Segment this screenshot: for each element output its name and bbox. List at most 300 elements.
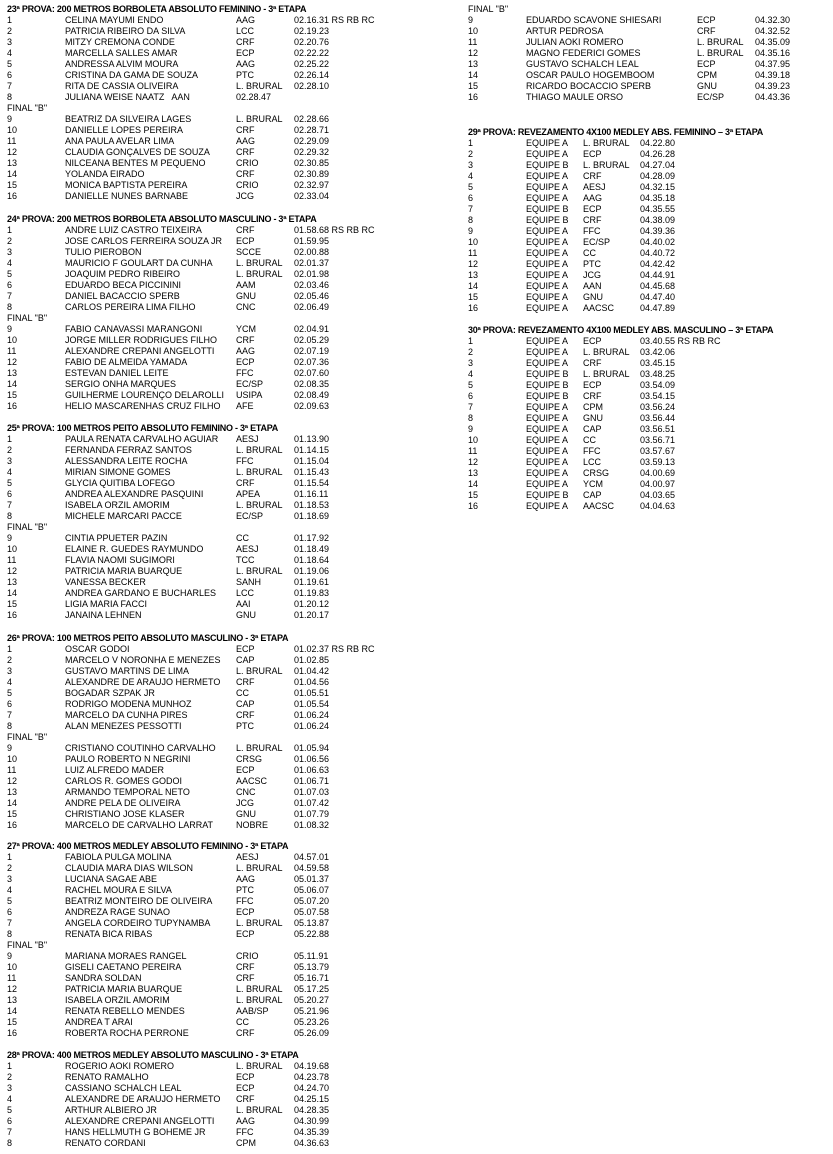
result-time: 04.39.23 bbox=[755, 81, 791, 91]
result-time: 01.15.04 bbox=[294, 456, 330, 466]
result-row bbox=[468, 413, 833, 424]
result-name: JANAINA LEHNEN bbox=[65, 610, 142, 620]
result-time: 04.35.09 bbox=[755, 37, 791, 47]
result-club: CNC bbox=[236, 302, 256, 312]
result-row bbox=[7, 158, 427, 169]
result-row bbox=[7, 434, 427, 445]
result-time: 02.04.91 bbox=[294, 324, 330, 334]
result-time: 02.07.36 bbox=[294, 357, 330, 367]
result-rank: 8 bbox=[7, 1138, 13, 1148]
result-row bbox=[7, 1028, 427, 1039]
result-rank: 7 bbox=[7, 81, 13, 91]
result-team: EQUIPE A bbox=[526, 435, 569, 445]
result-club: CRF bbox=[583, 358, 602, 368]
result-row bbox=[468, 92, 833, 103]
result-club: AAG bbox=[236, 346, 256, 356]
result-time: 01.05.54 bbox=[294, 699, 330, 709]
result-time: 04.45.68 bbox=[640, 281, 676, 291]
result-row bbox=[7, 544, 427, 555]
event-title: 25ª PROVA: 100 METROS PEITO ABSOLUTO FEMININO - 3ª ETAPA bbox=[7, 423, 279, 433]
result-rank: 16 bbox=[468, 501, 479, 511]
result-club: AESJ bbox=[236, 852, 259, 862]
result-row bbox=[7, 500, 427, 511]
result-time: 02.01.98 bbox=[294, 269, 330, 279]
result-team: EQUIPE A bbox=[526, 193, 569, 203]
result-rank: 7 bbox=[468, 402, 474, 412]
event-title: 23ª PROVA: 200 METROS BORBOLETA ABSOLUTO FEMININO - 3ª ETAPA bbox=[7, 4, 307, 14]
result-club: L. BRURAL bbox=[236, 918, 283, 928]
result-row bbox=[468, 149, 833, 160]
result-time: 01.14.15 bbox=[294, 445, 330, 455]
result-row bbox=[7, 258, 427, 269]
result-time: 04.32.30 bbox=[755, 15, 791, 25]
result-club: SCCE bbox=[236, 247, 262, 257]
result-rank: 9 bbox=[468, 226, 474, 236]
result-rank: 14 bbox=[468, 70, 479, 80]
result-club: AAG bbox=[236, 59, 256, 69]
result-club: CPM bbox=[697, 70, 717, 80]
result-club: CRSG bbox=[583, 468, 610, 478]
event-section bbox=[468, 325, 833, 512]
result-row bbox=[468, 237, 833, 248]
result-row bbox=[468, 479, 833, 490]
result-club: TCC bbox=[236, 555, 255, 565]
result-row bbox=[468, 369, 833, 380]
result-club: ECP bbox=[236, 357, 255, 367]
result-time: 01.18.64 bbox=[294, 555, 330, 565]
result-row bbox=[7, 225, 427, 236]
result-time: 04.36.63 bbox=[294, 1138, 330, 1148]
result-club: ECP bbox=[583, 380, 602, 390]
result-rank: 2 bbox=[468, 347, 474, 357]
result-rank: 14 bbox=[7, 169, 18, 179]
result-rank: 13 bbox=[468, 270, 479, 280]
result-club: ECP bbox=[583, 149, 602, 159]
result-rank: 12 bbox=[7, 147, 18, 157]
result-name: MICHELE MARCARI PACCE bbox=[65, 511, 182, 521]
result-time: 04.57.01 bbox=[294, 852, 330, 862]
result-name: RITA DE CASSIA OLIVEIRA bbox=[65, 81, 179, 91]
result-club: CC bbox=[236, 688, 249, 698]
result-club: AACSC bbox=[236, 776, 268, 786]
result-row bbox=[7, 577, 427, 588]
result-row bbox=[7, 688, 427, 699]
result-time: 02.05.29 bbox=[294, 335, 330, 345]
result-name: GUSTAVO SCHALCH LEAL bbox=[526, 59, 639, 69]
result-name: EDUARDO SCAVONE SHIESARI bbox=[526, 15, 662, 25]
result-rank: 2 bbox=[7, 863, 13, 873]
result-time: 03.54.15 bbox=[640, 391, 676, 401]
result-time: 02.08.35 bbox=[294, 379, 330, 389]
result-club: FFC bbox=[236, 896, 254, 906]
result-name: MARCELO DA CUNHA PIRES bbox=[65, 710, 188, 720]
result-time: 01.18.69 bbox=[294, 511, 330, 521]
result-time: 04.39.18 bbox=[755, 70, 791, 80]
result-club: L. BRURAL bbox=[236, 666, 283, 676]
result-name: HANS HELLMUTH G BOHEME JR bbox=[65, 1127, 206, 1137]
result-row bbox=[7, 776, 427, 787]
result-name: FERNANDA FERRAZ SANTOS bbox=[65, 445, 192, 455]
result-club: GNU bbox=[236, 291, 256, 301]
event-title: 27ª PROVA: 400 METROS MEDLEY ABSOLUTO FEMININO - 3ª ETAPA bbox=[7, 841, 289, 851]
result-rank: 11 bbox=[7, 765, 17, 775]
result-club: CRIO bbox=[236, 180, 259, 190]
result-name: ALEXANDRE CREPANI ANGELOTTI bbox=[65, 1116, 215, 1126]
result-name: ARTUR PEDROSA bbox=[526, 26, 604, 36]
result-rank: 12 bbox=[7, 357, 18, 367]
result-time: 04.35.55 bbox=[640, 204, 676, 214]
result-rank: 7 bbox=[7, 1127, 13, 1137]
result-rank: 15 bbox=[7, 599, 18, 609]
result-rank: 3 bbox=[7, 37, 13, 47]
result-time: 01.06.63 bbox=[294, 765, 330, 775]
result-club: L. BRURAL bbox=[583, 160, 630, 170]
result-row bbox=[7, 1083, 427, 1094]
result-team: EQUIPE A bbox=[526, 402, 569, 412]
result-row bbox=[7, 787, 427, 798]
result-row bbox=[7, 929, 427, 940]
result-club: CRF bbox=[236, 225, 255, 235]
result-rank: 4 bbox=[468, 369, 474, 379]
result-rank: 11 bbox=[7, 136, 17, 146]
result-time: 02.01.37 bbox=[294, 258, 330, 268]
result-club: AAG bbox=[236, 874, 256, 884]
result-name: BOGADAR SZPAK JR bbox=[65, 688, 155, 698]
result-time: 01.15.43 bbox=[294, 467, 330, 477]
result-row bbox=[7, 26, 427, 37]
result-name: PAULO ROBERTO N NEGRINI bbox=[65, 754, 191, 764]
result-row bbox=[7, 588, 427, 599]
result-name: ANDREA T ARAI bbox=[65, 1017, 133, 1027]
result-club: L. BRURAL bbox=[236, 743, 283, 753]
event-section bbox=[7, 423, 427, 621]
result-time: 04.00.69 bbox=[640, 468, 676, 478]
result-club: CC bbox=[583, 435, 596, 445]
result-rank: 10 bbox=[7, 962, 18, 972]
result-rank: 7 bbox=[468, 204, 474, 214]
result-time: 03.56.51 bbox=[640, 424, 676, 434]
result-name: DANIELLE LOPES PEREIRA bbox=[65, 125, 184, 135]
result-team: EQUIPE A bbox=[526, 182, 569, 192]
result-rank: 11 bbox=[468, 446, 478, 456]
result-rank: 5 bbox=[7, 688, 13, 698]
result-club: CRF bbox=[236, 1094, 255, 1104]
result-time: 04.00.97 bbox=[640, 479, 676, 489]
result-name: MAURICIO F GOULART DA CUNHA bbox=[65, 258, 213, 268]
result-name: ARTHUR ALBIERO JR bbox=[65, 1105, 157, 1115]
result-club: AAG bbox=[583, 193, 603, 203]
result-name: ISABELA ORZIL AMORIM bbox=[65, 500, 170, 510]
result-name: YOLANDA EIRADO bbox=[65, 169, 145, 179]
result-rank: 10 bbox=[7, 544, 18, 554]
result-name: GUILHERME LOURENÇO DELAROLLI bbox=[65, 390, 225, 400]
result-club: CAP bbox=[583, 490, 602, 500]
final-b-label: FINAL "B" bbox=[7, 103, 48, 113]
result-club: ECP bbox=[236, 929, 255, 939]
result-time: 02.09.63 bbox=[294, 401, 330, 411]
result-time: 02.28.66 bbox=[294, 114, 330, 124]
result-time: 01.06.56 bbox=[294, 754, 330, 764]
result-row bbox=[7, 710, 427, 721]
result-name: ANDREA GARDANO E BUCHARLES bbox=[65, 588, 217, 598]
result-club: AACSC bbox=[583, 303, 615, 313]
result-time: 04.39.36 bbox=[640, 226, 676, 236]
result-rank: 1 bbox=[7, 644, 13, 654]
result-name: MARCELO DE CARVALHO LARRAT bbox=[65, 820, 214, 830]
result-club: PTC bbox=[236, 721, 254, 731]
result-club: GNU bbox=[236, 809, 256, 819]
result-time: 01.19.06 bbox=[294, 566, 330, 576]
result-row bbox=[7, 247, 427, 258]
result-row bbox=[7, 191, 427, 202]
result-team: EQUIPE A bbox=[526, 270, 569, 280]
result-time: 02.33.04 bbox=[294, 191, 330, 201]
result-row bbox=[468, 215, 833, 226]
result-time: 01.06.24 bbox=[294, 710, 330, 720]
result-time: 02.28.71 bbox=[294, 125, 330, 135]
result-club: CC bbox=[236, 1017, 249, 1027]
result-time: 05.11.91 bbox=[294, 951, 329, 961]
result-row bbox=[7, 390, 427, 401]
result-club: CAP bbox=[236, 699, 255, 709]
result-club: AACSC bbox=[583, 501, 615, 511]
result-row bbox=[468, 501, 833, 512]
result-row bbox=[7, 37, 427, 48]
result-time: 04.47.89 bbox=[640, 303, 676, 313]
result-time: 01.15.54 bbox=[294, 478, 330, 488]
result-time: 01.07.03 bbox=[294, 787, 330, 797]
result-club: CPM bbox=[236, 1138, 256, 1148]
result-club: L. BRURAL bbox=[236, 258, 283, 268]
result-club: ECP bbox=[697, 59, 716, 69]
result-time: 02.30.89 bbox=[294, 169, 330, 179]
result-rank: 2 bbox=[7, 26, 13, 36]
result-club: GNU bbox=[697, 81, 717, 91]
result-time: 05.01.37 bbox=[294, 874, 330, 884]
result-name: FABIO DE ALMEIDA YAMADA bbox=[65, 357, 188, 367]
result-row bbox=[7, 1006, 427, 1017]
result-name: JULIANA WEISE NAATZ AAN bbox=[65, 92, 190, 102]
result-time: 01.04.56 bbox=[294, 677, 330, 687]
result-team: EQUIPE B bbox=[526, 369, 569, 379]
result-name: FLAVIA NAOMI SUGIMORI bbox=[65, 555, 175, 565]
result-time: 04.22.80 bbox=[640, 138, 676, 148]
result-row bbox=[468, 292, 833, 303]
result-name: CARLOS PEREIRA LIMA FILHO bbox=[65, 302, 196, 312]
result-name: LIGIA MARIA FACCI bbox=[65, 599, 148, 609]
result-row bbox=[7, 136, 427, 147]
result-name: LUIZ ALFREDO MADER bbox=[65, 765, 165, 775]
result-club: GNU bbox=[236, 610, 256, 620]
result-rank: 2 bbox=[7, 1072, 13, 1082]
result-row bbox=[7, 555, 427, 566]
result-rank: 1 bbox=[7, 15, 13, 25]
result-team: EQUIPE A bbox=[526, 237, 569, 247]
result-time: 04.04.63 bbox=[640, 501, 676, 511]
result-row bbox=[7, 984, 427, 995]
result-time: 02.16.31 RS RB RC bbox=[294, 15, 375, 25]
result-name: CHRISTIANO JOSE KLASER bbox=[65, 809, 185, 819]
result-time: 04.24.70 bbox=[294, 1083, 330, 1093]
result-rank: 1 bbox=[7, 434, 13, 444]
result-name: OSCAR GODOI bbox=[65, 644, 130, 654]
result-club: L. BRURAL bbox=[583, 369, 630, 379]
result-time: 04.32.15 bbox=[640, 182, 676, 192]
result-club: CRF bbox=[236, 37, 255, 47]
result-rank: 10 bbox=[7, 754, 18, 764]
result-row bbox=[7, 995, 427, 1006]
event-section bbox=[7, 841, 427, 1039]
result-club: CRF bbox=[236, 335, 255, 345]
event-section bbox=[468, 127, 833, 314]
result-name: MONICA BAPTISTA PEREIRA bbox=[65, 180, 188, 190]
result-name: ELAINE R. GUEDES RAYMUNDO bbox=[65, 544, 204, 554]
result-club: L. BRURAL bbox=[697, 37, 744, 47]
result-time: 01.58.68 RS RB RC bbox=[294, 225, 375, 235]
result-team: EQUIPE A bbox=[526, 347, 569, 357]
result-rank: 5 bbox=[7, 896, 13, 906]
result-time: 02.32.97 bbox=[294, 180, 330, 190]
result-row bbox=[7, 236, 427, 247]
result-rank: 9 bbox=[7, 324, 13, 334]
result-club: CRF bbox=[583, 215, 602, 225]
result-rank: 8 bbox=[468, 413, 474, 423]
result-rank: 3 bbox=[7, 666, 13, 676]
result-club: EC/SP bbox=[236, 511, 264, 521]
result-rank: 16 bbox=[468, 92, 479, 102]
result-row bbox=[7, 721, 427, 732]
result-time: 04.28.09 bbox=[640, 171, 676, 181]
result-row bbox=[7, 379, 427, 390]
result-name: DANIEL BACACCIO SPERB bbox=[65, 291, 180, 301]
result-rank: 3 bbox=[7, 874, 13, 884]
result-row bbox=[7, 302, 427, 313]
result-club: ECP bbox=[236, 765, 255, 775]
result-club: AESJ bbox=[236, 434, 259, 444]
result-name: ALEXANDRE DE ARAUJO HERMETO bbox=[65, 1094, 221, 1104]
result-rank: 4 bbox=[7, 467, 13, 477]
result-rank: 5 bbox=[7, 478, 13, 488]
result-team: EQUIPE A bbox=[526, 468, 569, 478]
result-time: 05.22.88 bbox=[294, 929, 330, 939]
result-rank: 9 bbox=[7, 951, 13, 961]
result-row bbox=[7, 478, 427, 489]
result-club: CRF bbox=[583, 391, 602, 401]
result-rank: 10 bbox=[7, 335, 18, 345]
result-time: 03.42.06 bbox=[640, 347, 676, 357]
result-time: 05.16.71 bbox=[294, 973, 330, 983]
result-rank: 13 bbox=[7, 368, 18, 378]
result-name: BEATRIZ DA SILVEIRA LAGES bbox=[65, 114, 192, 124]
result-club: L. BRURAL bbox=[236, 1061, 283, 1071]
result-rank: 3 bbox=[468, 160, 474, 170]
result-rank: 8 bbox=[468, 215, 474, 225]
result-club: L. BRURAL bbox=[236, 500, 283, 510]
result-time: 02.05.46 bbox=[294, 291, 330, 301]
result-club: CC bbox=[236, 533, 249, 543]
result-row bbox=[468, 446, 833, 457]
result-club: FFC bbox=[236, 1127, 254, 1137]
result-row bbox=[7, 599, 427, 610]
result-time: 01.08.32 bbox=[294, 820, 330, 830]
result-time: 02.26.14 bbox=[294, 70, 330, 80]
result-name: JOSE CARLOS FERREIRA SOUZA JR bbox=[65, 236, 223, 246]
result-team: EQUIPE A bbox=[526, 336, 569, 346]
result-row bbox=[468, 204, 833, 215]
result-club: YCM bbox=[236, 324, 256, 334]
result-name: ANGELA CORDEIRO TUPYNAMBA bbox=[65, 918, 211, 928]
result-club: EC/SP bbox=[583, 237, 611, 247]
result-rank: 15 bbox=[7, 809, 18, 819]
result-rank: 11 bbox=[468, 37, 478, 47]
result-rank: 9 bbox=[7, 743, 13, 753]
result-rank: 6 bbox=[7, 489, 13, 499]
result-rank: 1 bbox=[468, 336, 474, 346]
result-time: 05.13.79 bbox=[294, 962, 330, 972]
result-club: CRF bbox=[236, 677, 255, 687]
result-row bbox=[468, 347, 833, 358]
result-row bbox=[468, 435, 833, 446]
result-time: 03.59.13 bbox=[640, 457, 676, 467]
result-time: 02.03.46 bbox=[294, 280, 330, 290]
result-rank: 15 bbox=[468, 292, 479, 302]
result-rank: 4 bbox=[7, 1094, 13, 1104]
result-time: 01.19.83 bbox=[294, 588, 330, 598]
result-row bbox=[7, 357, 427, 368]
result-rank: 7 bbox=[7, 500, 13, 510]
result-name: GLYCIA QUITIBA LOFEGO bbox=[65, 478, 175, 488]
result-time: 05.23.26 bbox=[294, 1017, 330, 1027]
final-b-label: FINAL "B" bbox=[468, 4, 509, 14]
result-rank: 12 bbox=[7, 984, 18, 994]
result-row bbox=[7, 489, 427, 500]
result-rank: 1 bbox=[7, 852, 13, 862]
result-club: SANH bbox=[236, 577, 262, 587]
result-team: EQUIPE A bbox=[526, 446, 569, 456]
result-row bbox=[7, 1061, 427, 1072]
result-time: 04.38.09 bbox=[640, 215, 676, 225]
result-time: 01.05.51 bbox=[294, 688, 330, 698]
result-rank: 14 bbox=[468, 281, 479, 291]
result-club: AFE bbox=[236, 401, 254, 411]
result-club: L. BRURAL bbox=[236, 995, 283, 1005]
result-team: EQUIPE B bbox=[526, 490, 569, 500]
result-time: 03.57.67 bbox=[640, 446, 676, 456]
result-team: EQUIPE A bbox=[526, 358, 569, 368]
result-row bbox=[7, 1105, 427, 1116]
result-row bbox=[468, 358, 833, 369]
result-row bbox=[7, 754, 427, 765]
result-row bbox=[7, 852, 427, 863]
result-name: MAGNO FEDERICI GOMES bbox=[526, 48, 641, 58]
result-club: PTC bbox=[236, 885, 254, 895]
result-club: L. BRURAL bbox=[583, 347, 630, 357]
result-name: JULIAN AOKI ROMERO bbox=[526, 37, 624, 47]
result-rank: 5 bbox=[7, 269, 13, 279]
result-row bbox=[468, 226, 833, 237]
result-row bbox=[7, 765, 427, 776]
result-row bbox=[7, 874, 427, 885]
result-club: L. BRURAL bbox=[583, 138, 630, 148]
result-name: ROGERIO AOKI ROMERO bbox=[65, 1061, 175, 1071]
result-name: ANDRE PELA DE OLIVEIRA bbox=[65, 798, 181, 808]
result-club: CNC bbox=[236, 787, 256, 797]
result-row bbox=[7, 699, 427, 710]
result-team: EQUIPE A bbox=[526, 226, 569, 236]
result-rank: 6 bbox=[7, 907, 13, 917]
result-row bbox=[7, 798, 427, 809]
result-time: 03.48.25 bbox=[640, 369, 676, 379]
